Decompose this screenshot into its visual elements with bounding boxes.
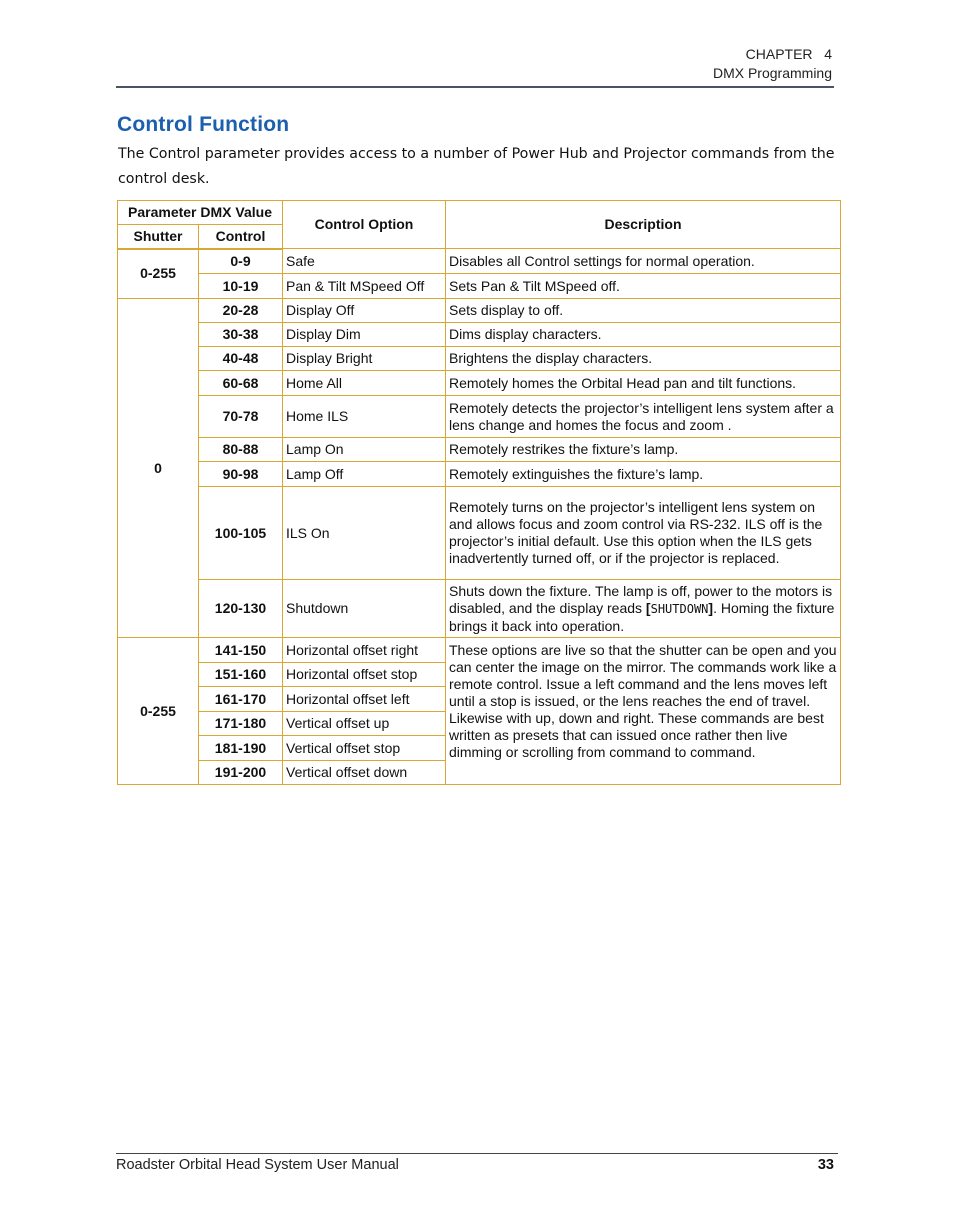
description-header: Description	[446, 201, 841, 249]
control-cell: 20-28	[199, 299, 283, 323]
option-cell: Display Bright	[283, 347, 446, 371]
control-header: Control	[199, 225, 283, 249]
description-cell: Remotely restrikes the fixture’s lamp.	[446, 438, 841, 462]
option-cell: Pan & Tilt MSpeed Off	[283, 274, 446, 299]
description-cell: Remotely extinguishes the fixture’s lamp.	[446, 462, 841, 487]
chapter-label: CHAPTER 4	[745, 46, 832, 62]
shutter-cell: 0-255	[118, 249, 199, 299]
option-cell: Lamp On	[283, 438, 446, 462]
description-cell: Disables all Control settings for normal operation.	[446, 249, 841, 274]
option-cell: Vertical offset up	[283, 712, 446, 736]
section-title: Control Function	[117, 113, 290, 136]
option-cell: Display Off	[283, 299, 446, 323]
footer-manual-title: Roadster Orbital Head System User Manual	[116, 1157, 399, 1173]
control-cell: 80-88	[199, 438, 283, 462]
control-cell: 171-180	[199, 712, 283, 736]
bracket-close: ]	[708, 599, 714, 616]
control-cell: 0-9	[199, 249, 283, 274]
control-cell: 90-98	[199, 462, 283, 487]
control-cell: 100-105	[199, 487, 283, 580]
description-text: Shuts down the fixture. The lamp is off, power to the motors is disabled, and the display reads	[449, 582, 833, 616]
description-cell: Sets display to off.	[446, 299, 841, 323]
description-cell	[446, 580, 841, 638]
table-row	[118, 462, 841, 487]
table-row	[118, 299, 841, 323]
table-row	[118, 347, 841, 371]
table-row	[118, 323, 841, 347]
header-rule	[116, 86, 834, 88]
shutter-header: Shutter	[118, 225, 199, 249]
description-cell: Sets Pan & Tilt MSpeed off.	[446, 274, 841, 299]
option-cell: Horizontal offset right	[283, 638, 446, 663]
shutdown-code: SHUTDOWN	[650, 601, 709, 616]
table-row	[118, 487, 841, 580]
description-cell: Remotely detects the projector’s intelligent lens system after a lens change and homes the focus and zoom .	[446, 396, 841, 438]
bracket-open: [	[645, 599, 651, 616]
control-cell: 161-170	[199, 687, 283, 712]
option-cell: Horizontal offset stop	[283, 663, 446, 687]
control-cell: 70-78	[199, 396, 283, 438]
description-cell: Brightens the display characters.	[446, 347, 841, 371]
control-cell: 151-160	[199, 663, 283, 687]
control-cell: 30-38	[199, 323, 283, 347]
control-cell: 181-190	[199, 736, 283, 761]
table-row	[118, 371, 841, 396]
option-cell: Lamp Off	[283, 462, 446, 487]
param-dmx-header: Parameter DMX Value	[118, 201, 283, 225]
offset-description-cell: These options are live so that the shutter can be open and you can center the image on the mirror. The commands work like a remote control. Issue a left command and the lens moves left until a stop is issued, or the lens reaches the end of travel. Likewise with up, down and right. These commands are best written as presets that can issued once rather then live dimming or scrolling from command to command.	[446, 638, 841, 785]
page-header	[713, 45, 832, 83]
table-row	[118, 274, 841, 299]
option-cell: Vertical offset down	[283, 761, 446, 785]
description-cell: Dims display characters.	[446, 323, 841, 347]
page-number: 33	[817, 1157, 834, 1173]
table-row	[118, 580, 841, 638]
control-cell: 40-48	[199, 347, 283, 371]
option-cell: ILS On	[283, 487, 446, 580]
control-function-table	[117, 200, 841, 785]
intro-paragraph: The Control parameter provides access to a number of Power Hub and Projector commands from the control desk.	[118, 146, 835, 187]
option-cell: Home All	[283, 371, 446, 396]
shutter-cell: 0-255	[118, 638, 199, 785]
description-cell: Remotely homes the Orbital Head pan and tilt functions.	[446, 371, 841, 396]
footer-rule	[116, 1153, 838, 1154]
control-cell: 191-200	[199, 761, 283, 785]
control-option-header: Control Option	[283, 201, 446, 249]
table-header-row	[118, 201, 841, 225]
option-cell: Shutdown	[283, 580, 446, 638]
control-cell: 60-68	[199, 371, 283, 396]
option-cell: Vertical offset stop	[283, 736, 446, 761]
option-cell: Horizontal offset left	[283, 687, 446, 712]
option-cell: Display Dim	[283, 323, 446, 347]
control-cell: 141-150	[199, 638, 283, 663]
option-cell: Safe	[283, 249, 446, 274]
table-row	[118, 396, 841, 438]
option-cell: Home ILS	[283, 396, 446, 438]
shutter-cell: 0	[118, 299, 199, 638]
description-cell: Remotely turns on the projector’s intelligent lens system on and allows focus and zoom control via RS-232. ILS off is the projector’s initial default. Use this option when the ILS gets inadvertently turned off, or if the projector is replaced.	[446, 487, 841, 580]
section-label: DMX Programming	[712, 65, 832, 81]
table-row	[118, 638, 841, 663]
table-row	[118, 438, 841, 462]
control-cell: 10-19	[199, 274, 283, 299]
table-row	[118, 249, 841, 274]
description-text: . Homing the fixture brings it back into operation.	[449, 599, 835, 634]
control-cell: 120-130	[199, 580, 283, 638]
